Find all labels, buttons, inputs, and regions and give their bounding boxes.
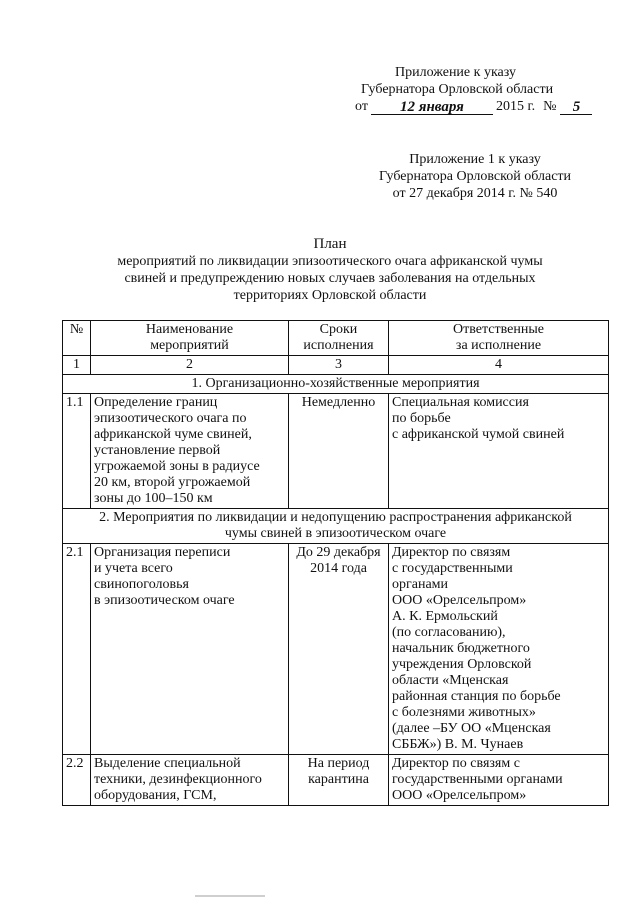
responsible-line: области «Мценская	[392, 673, 509, 688]
col-number-1: 1	[63, 356, 91, 375]
row-responsible	[389, 394, 609, 509]
measure-line: африканской чуме свиней,	[94, 427, 252, 442]
responsible-line: начальник бюджетного	[392, 641, 530, 656]
measure-line: и учета всего	[94, 561, 173, 576]
responsible-line: ООО «Орелсельпром»	[392, 788, 527, 803]
row-responsible	[389, 755, 609, 806]
section-2-title	[63, 509, 609, 544]
responsible-line: Директор по связям	[392, 545, 511, 560]
appendix-line-2: Губернатора Орловской области	[361, 82, 554, 97]
measure-line: 20 км, второй угрожаемой	[94, 475, 251, 490]
responsible-line: ООО «Орелсельпром»	[392, 593, 527, 608]
term-line: 2014 года	[310, 561, 367, 576]
header-term-line: исполнения	[303, 338, 374, 353]
row-measure	[91, 544, 289, 755]
col-number-4: 4	[389, 356, 609, 375]
header-term-line: Сроки	[319, 322, 358, 337]
appendix-1-line-2: Губернатора Орловской области	[378, 169, 572, 184]
row-measure	[91, 394, 289, 509]
responsible-line: районная станция по борьбе	[392, 689, 561, 704]
handwritten-number: 5	[560, 100, 592, 115]
row-number: 1.1	[63, 394, 91, 509]
table-row	[63, 394, 609, 509]
year-text: 2015 г.	[495, 99, 536, 114]
appendix-1-header	[345, 151, 605, 202]
term-line: До 29 декабря	[296, 545, 381, 560]
row-responsible	[389, 544, 609, 755]
responsible-line: СББЖ») В. М. Чунаев	[392, 737, 524, 752]
responsible-line: А. К. Ермольский	[392, 609, 498, 624]
header-resp-line: за исполнение	[455, 338, 542, 353]
responsible-line: учреждения Орловской	[392, 657, 532, 672]
measure-line: эпизоотического очага по	[94, 411, 247, 426]
term-line: Немедленно	[301, 395, 376, 410]
appendix-1-line-1: Приложение 1 к указу	[409, 152, 541, 167]
appendix-line-1: Приложение к указу	[395, 65, 516, 80]
measure-line: зоны до 100–150 км	[94, 491, 213, 506]
responsible-line: (по согласованию),	[392, 625, 506, 640]
responsible-line: Директор по связям с	[392, 756, 520, 771]
measure-line: оборудования, ГСМ,	[94, 788, 217, 803]
section-row	[63, 375, 609, 394]
header-resp-line: Ответственные	[453, 322, 544, 337]
plan-subtitle-1: мероприятий по ликвидации эпизоотического очага африканской чумы	[117, 254, 543, 269]
plan-subtitle-3: территориях Орловской области	[233, 288, 427, 303]
responsible-line: с государственными	[392, 561, 513, 576]
row-number: 2.1	[63, 544, 91, 755]
scan-mark	[195, 895, 265, 897]
appendix-date-line	[355, 98, 605, 115]
table-row	[63, 755, 609, 806]
section-row	[63, 509, 609, 544]
measure-line: в эпизоотическом очаге	[94, 593, 235, 608]
plan-table	[62, 320, 609, 806]
appendix-header	[355, 64, 605, 115]
row-term	[289, 394, 389, 509]
header-term	[289, 321, 389, 356]
responsible-line: органами	[392, 577, 449, 592]
appendix-1-line-3: от 27 декабря 2014 г. № 540	[392, 186, 558, 201]
measure-line: установление первой	[94, 443, 221, 458]
measure-line: Выделение специальной	[94, 756, 241, 771]
header-responsible	[389, 321, 609, 356]
term-line: карантина	[308, 772, 369, 787]
col-number-3: 3	[289, 356, 389, 375]
responsible-line: государственными органами	[392, 772, 563, 787]
header-number	[63, 321, 91, 356]
handwritten-date: 12 января	[371, 100, 493, 115]
term-line: На период	[307, 756, 370, 771]
measure-line: свинопоголовья	[94, 577, 189, 592]
measure-line: Организация переписи	[94, 545, 231, 560]
header-number-text: №	[69, 322, 84, 337]
date-prefix: от	[355, 99, 368, 114]
responsible-line: с африканской чумой свиней	[392, 427, 565, 442]
plan-subtitle-2: свиней и предупреждению новых случаев заболевания на отдельных	[124, 271, 536, 286]
row-number: 2.2	[63, 755, 91, 806]
plan-title: План	[313, 236, 347, 252]
measure-line: угрожаемой зоны в радиусе	[94, 459, 260, 474]
column-number-row	[63, 356, 609, 375]
table-row	[63, 544, 609, 755]
table-header-row	[63, 321, 609, 356]
row-term	[289, 755, 389, 806]
row-measure	[91, 755, 289, 806]
measure-line: техники, дезинфекционного	[94, 772, 262, 787]
responsible-line: Специальная комиссия	[392, 395, 529, 410]
responsible-line: с болезнями животных»	[392, 705, 536, 720]
section-2-line: чумы свиней в эпизоотическом очаге	[224, 526, 447, 541]
section-1-title: 1. Организационно-хозяйственные мероприятия	[63, 375, 609, 394]
number-label: №	[543, 99, 557, 114]
measure-line: Определение границ	[94, 395, 218, 410]
section-2-line: 2. Мероприятия по ликвидации и недопущению распространения африканской	[99, 510, 572, 525]
plan-title-block	[80, 236, 580, 304]
header-name	[91, 321, 289, 356]
responsible-line: (далее –БУ ОО «Мценская	[392, 721, 551, 736]
responsible-line: по борьбе	[392, 411, 451, 426]
header-name-line: мероприятий	[150, 338, 229, 353]
row-term	[289, 544, 389, 755]
header-name-line: Наименование	[145, 322, 234, 337]
col-number-2: 2	[91, 356, 289, 375]
